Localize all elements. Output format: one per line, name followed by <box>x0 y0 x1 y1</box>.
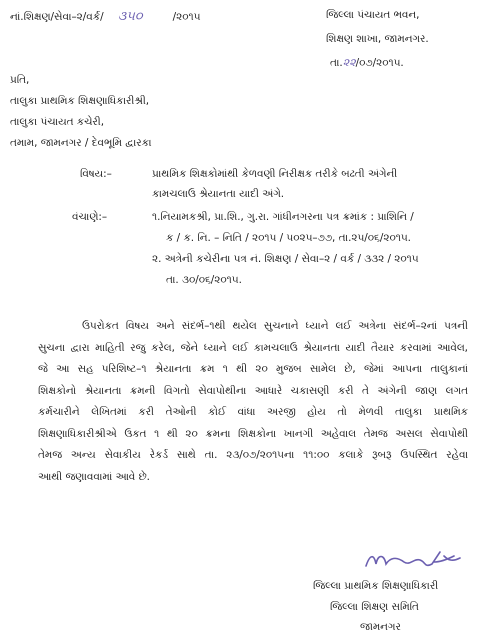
subject-line-2: કામચલાઉ શ્રેયાનતા યાદી અંગે. <box>152 188 285 200</box>
sender-date <box>330 56 404 70</box>
date-day-handwritten: ૨૨ <box>342 56 356 69</box>
recipient-line-4: તમામ, જામનગર / દેવભૂમિ દ્વારકા <box>10 137 152 149</box>
recipient-line-2: તાલુકા પ્રાથમિક શિક્ષણાધિકારીશ્રી, <box>10 95 150 107</box>
reference-item-2-cont: તા. ૩૦/૦૬/૨૦૧૫. <box>166 274 242 286</box>
body-paragraph <box>38 316 468 488</box>
signature-office: જિલ્લા શિક્ષણ સમિતિ <box>330 601 419 613</box>
recipient-line-1: પ્રતિ, <box>10 74 30 86</box>
reference-item-1-cont: ક / ક. નિ. – નિતિ / ૨૦૧૫ / ૫૦૨૫–૭૭, તા.૨૫/૦૬/૨૦૧૫. <box>166 232 411 244</box>
body-line: સુચના દ્વારા માહિતી રજુ કરેલ, જેને ધ્યાને લઈ કામચલાઉ શ્રેયાનતા યાદી તૈયાર કરવામાં આવેલ, <box>38 341 468 354</box>
body-line: કર્મચારીને લેખિતમાં કરી તેઓની કોઈ વાંધા અરજી હોય તો મેળવી તાલુકા પ્રાથમિક <box>38 406 468 418</box>
reference-item-1: ૧.નિયામકશ્રી, પ્રા.શિ., ગુ.રા. ગાંધીનગરના પત્ર ક્રમાંક : પ્રાશિનિ / <box>152 211 414 223</box>
body-line: જે આ સહ પરિશિષ્ટ–૧ શ્રેયાનતા ક્રમ ૧ થી ૨૦ મુજબ સામેલ છે, જેમાં આપના તાલુકાનાં <box>38 363 468 375</box>
signature-designation: જિલ્લા પ્રાથમિક શિક્ષણાધિકારી <box>313 580 439 592</box>
date-rest: /૦૭/૨૦૧૫. <box>355 57 404 69</box>
body-line: શિક્ષકોનો શ્રેયાનતા ક્રમની વિગતો સેવાપોથીના આધારે ચકાસણી કરી તે અંગેની જાણ લગત <box>38 384 468 397</box>
sender-line-2: શિક્ષણ શાખા, જામનગર. <box>326 33 429 45</box>
sender-line-1: જિલ્લા પંચાયત ભવન, <box>326 9 420 21</box>
subject-line-1: પ્રાથમિક શિક્ષકોમાંથી કેળવણી નિરીક્ષક તરીકે બઢતી અંગેની <box>152 168 398 180</box>
reference-number-handwritten: ૩૫૦ <box>117 9 143 24</box>
signature-scribble <box>360 544 470 574</box>
body-line: ઉપરોકત વિષય અને સંદર્ભ–૧થી થયેલ સુચનાને ધ્યાને લઈ અત્રેના સંદર્ભ–૨નાં પત્રની <box>82 320 468 332</box>
signature-place: જામનગર <box>360 621 401 633</box>
body-line: શિક્ષણાધિકારીશ્રીએ ઉકત ૧ થી ૨૦ ક્રમના શિક્ષકોના ખાનગી અહેવાલ તેમજ અસલ સેવાપોથી <box>38 427 468 440</box>
date-prefix: તા. <box>330 57 343 69</box>
recipient-line-3: તાલુકા પંચાયત કચેરી, <box>10 116 105 128</box>
reference-year: /૨૦૧૫ <box>172 11 201 23</box>
body-line: આથી જણાવવામાં આવે છે. <box>38 470 150 483</box>
subject-label: વિષય:– <box>80 168 112 180</box>
reference-prefix: નાં.શિક્ષણ/સેવા–૨/વર્ક/ <box>10 11 104 23</box>
references-label: વંચાણે:– <box>72 211 108 223</box>
body-line: તેમજ અન્ય સેવાકીય રેકર્ડ સાથે તા. ૨૩/૦૭/૨૦૧૫ના ૧૧:૦૦ કલાકે રૂબરૂ ઉપસ્થિત રહેવા <box>38 449 468 461</box>
reference-item-2: ૨. અત્રેની કચેરીના પત્ર નં. શિક્ષણ / સેવા–૨ / વર્ક / ૩૩૨ / ૨૦૧૫ <box>152 253 419 265</box>
letter-reference <box>10 9 200 24</box>
